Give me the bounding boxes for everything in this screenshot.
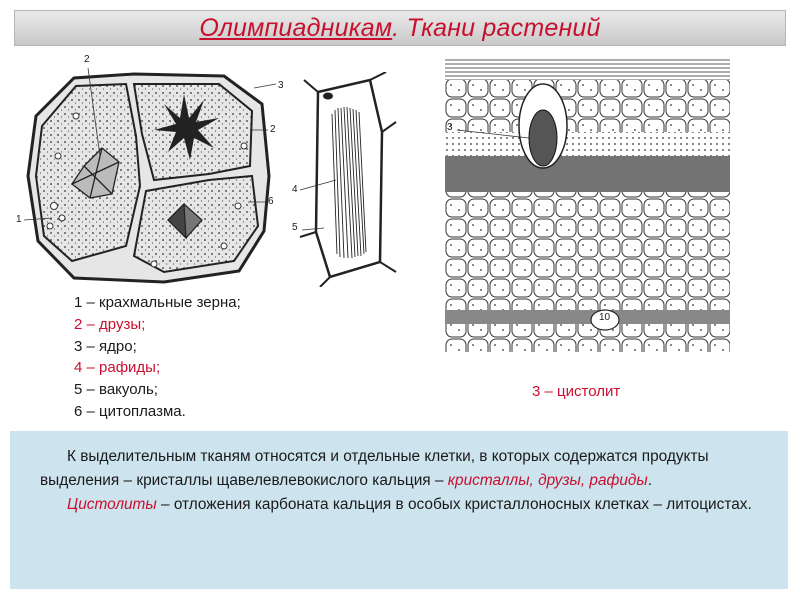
callout-3: 3 <box>278 80 284 91</box>
page-title <box>199 14 600 43</box>
raphide-cell-wall <box>316 80 382 277</box>
leader-3 <box>254 84 276 88</box>
dense-layer <box>445 156 730 192</box>
legend-item-6: 6 – цитоплазма. <box>74 402 186 420</box>
callout-4: 4 <box>292 184 298 195</box>
callout-10: 10 <box>599 312 611 323</box>
info-paragraph-1 <box>40 445 768 493</box>
mesophyll <box>445 192 730 310</box>
legend-item-4: 4 – рафиды; <box>74 359 161 377</box>
legend-item-5: 5 – вакуоль; <box>74 381 158 399</box>
callout-5: 5 <box>292 222 298 233</box>
info-p1-end: . <box>647 472 653 489</box>
lower-layer <box>445 310 730 324</box>
lower-epidermis <box>445 324 730 352</box>
callout-3-cystolith: 3 <box>447 122 453 133</box>
callout-1: 1 <box>16 214 22 225</box>
title-bar <box>14 10 786 46</box>
callout-6: 6 <box>268 196 274 207</box>
info-paragraph-2 <box>40 493 768 517</box>
callout-2-right: 2 <box>270 124 276 135</box>
info-box <box>10 431 788 589</box>
epidermis-cells <box>445 80 730 132</box>
legend-item-3: 3 – ядро; <box>74 337 137 355</box>
cystolith-label: 3 – цистолит <box>532 383 621 400</box>
palisade-layer <box>445 132 730 156</box>
info-p1-highlight: кристаллы, друзы, рафиды <box>447 472 648 489</box>
info-p2-highlight: Цистолиты <box>67 496 157 513</box>
upper-epidermis <box>445 58 730 80</box>
cystolith <box>529 110 557 166</box>
info-p2-text: – отложения карбоната кальция в особых кристаллоносных клетках – литоцистах. <box>156 496 752 513</box>
figure-raphide-cell <box>290 72 400 287</box>
legend-item-1: 1 – крахмальные зерна; <box>74 294 241 311</box>
page-title-rest: . Ткани растений <box>392 13 601 42</box>
legend <box>74 292 374 423</box>
figure-leaf-cystolith <box>445 58 730 363</box>
callout-2-top: 2 <box>84 54 90 65</box>
nucleus <box>323 93 333 100</box>
figure-cells-druses <box>14 56 284 288</box>
legend-item-2: 2 – друзы; <box>74 315 146 333</box>
info-p1-text: К выделительным тканям относятся и отдельные клетки, в которых содержатся продукты выделения – кристаллы щавелевлевокислого кальция – <box>40 448 709 489</box>
page-title-highlight: Олимпиадникам <box>199 13 393 42</box>
